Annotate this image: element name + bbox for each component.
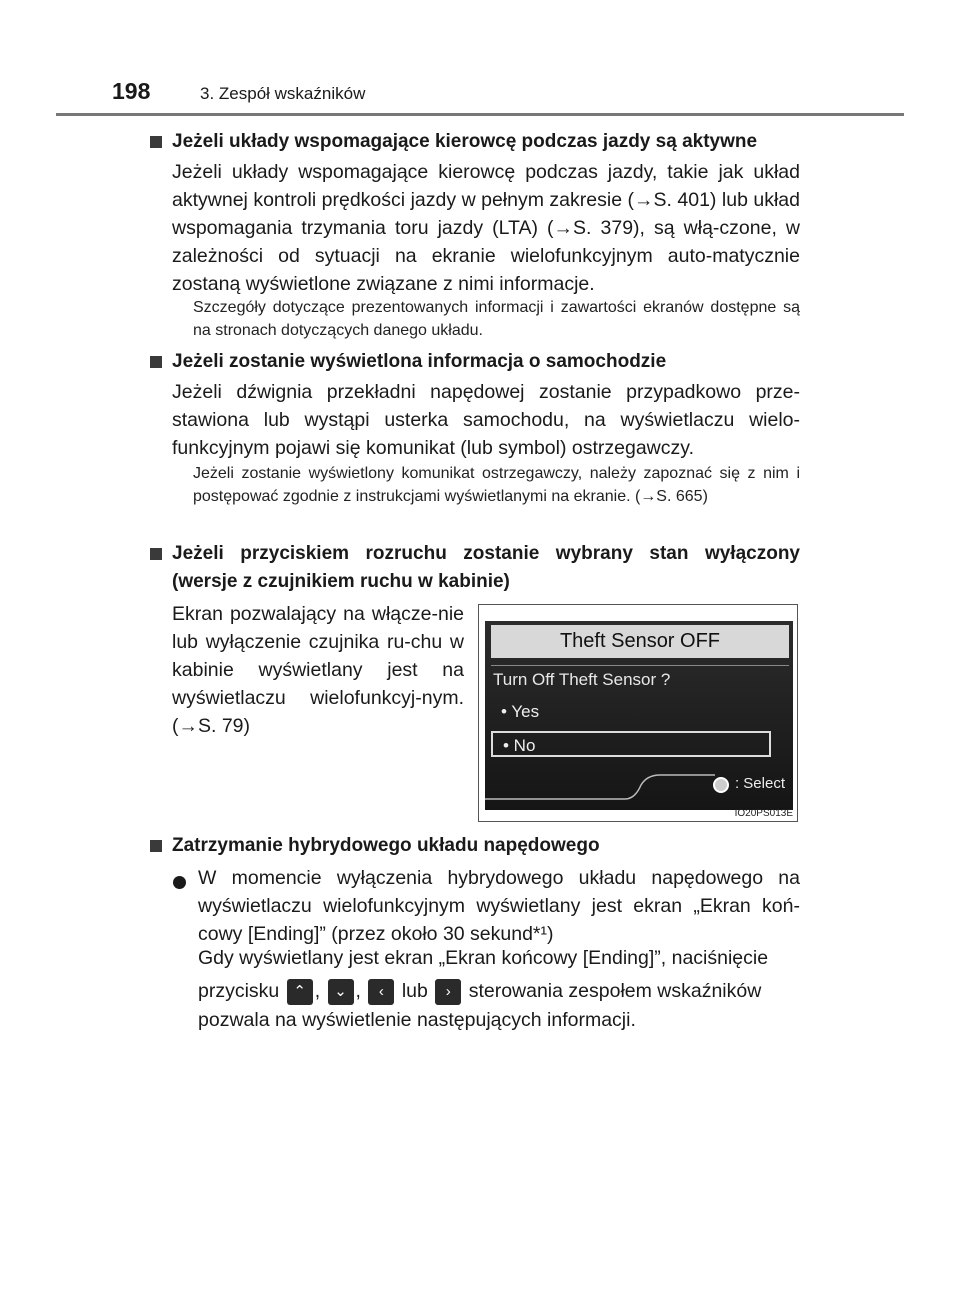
page-number: 198 [112,78,151,104]
heading-driver-assist: Jeżeli układy wspomagające kierowcę podczas jazdy są aktywne [150,128,800,156]
section-title: 3. Zespół wskaźników [200,84,366,103]
square-bullet-icon [150,548,162,560]
paragraph-ending-3: pozwala na wyświetlenie następujących informacji. [198,1009,636,1031]
heading-theft-sensor: Jeżeli przyciskiem rozruchu zostanie wybrany stan wyłączony (wersje z czujnikiem ruchu w kabinie) [150,540,800,596]
multi-display-screenshot [478,604,798,822]
note-driver-assist: Szczegóły dotyczące prezentowanych informacji i zawartości ekranów dostępne są na stronach dotyczących danego układu. [193,299,800,339]
chevron-right-icon: › [435,979,461,1005]
paragraph-ending-1: Gdy wyświetlany jest ekran „Ekran końcowy [Ending]”, naciśnięcie [198,947,769,969]
image-code: IO20PS013E [734,808,793,819]
square-bullet-icon [150,136,162,148]
paragraph-ending-2: przycisku ⌃ , ⌄ , ‹ lub › sterowania zespołem wskaźników [198,976,800,1006]
heading-vehicle-info: Jeżeli zostanie wyświetlona informacja o samochodzie [150,348,800,376]
square-bullet-icon [150,356,162,368]
option-no-selected: • No [491,731,771,757]
select-label: : Select [734,775,785,792]
square-bullet-icon [150,840,162,852]
heading-hybrid-stop: Zatrzymanie hybrydowego układu napędowego [150,832,800,860]
paragraph-theft-sensor: Ekran pozwalający na włącze-nie lub wyłączenie czujnika ru-chu w kabinie wyświetlany jest na wyświetlaczu wielofunkcyj-nym. (→S. 79) [172,603,464,737]
footer-curve [485,771,715,801]
select-knob-icon [713,777,729,793]
screen-question: Turn Off Theft Sensor ? [491,665,789,693]
round-bullet-icon [173,876,186,889]
chevron-up-icon: ⌃ [287,979,313,1005]
display-panel [485,621,793,810]
chevron-left-icon: ‹ [368,979,394,1005]
header-divider [56,113,904,116]
screen-footer [485,771,793,801]
note-vehicle-info: Jeżeli zostanie wyświetlony komunikat ostrzegawczy, należy zapoznać się z nim i postępować zgodnie z instrukcjami wyświetlanymi na ekranie. (→S. 665) [193,465,800,505]
paragraph-driver-assist: Jeżeli układy wspomagające kierowcę podczas jazdy, takie jak układ aktywnej kontroli prędkości jazdy w pełnym zakresie (→S. 401) lub układ wspomagania trzymania toru jazdy (LTA) (→S. 379), są włą-czone, w zależności od sytuacji na ekranie wielofunkcyjnym auto-matycznie zostaną wyświetlone związane z nimi informacje. [172,161,800,295]
page-header [0,78,960,112]
paragraph-hybrid-stop: W momencie wyłączenia hybrydowego układu napędowego na wyświetlaczu wielofunkcyjnym wyświetlany jest ekran „Ekran koń-cowy [Ending]” (przez około 30 sekund*¹) [198,867,800,945]
paragraph-vehicle-info: Jeżeli dźwignia przekładni napędowej zostanie przypadkowo prze-stawiona lub wystąpi usterka samochodu, na wyświetlaczu wielo-funkcyjnym pojawi się komunikat (lub symbol) ostrzegawczy. [172,381,800,459]
option-yes: • Yes [501,702,540,721]
screen-title: Theft Sensor OFF [491,625,789,658]
chevron-down-icon: ⌄ [328,979,354,1005]
